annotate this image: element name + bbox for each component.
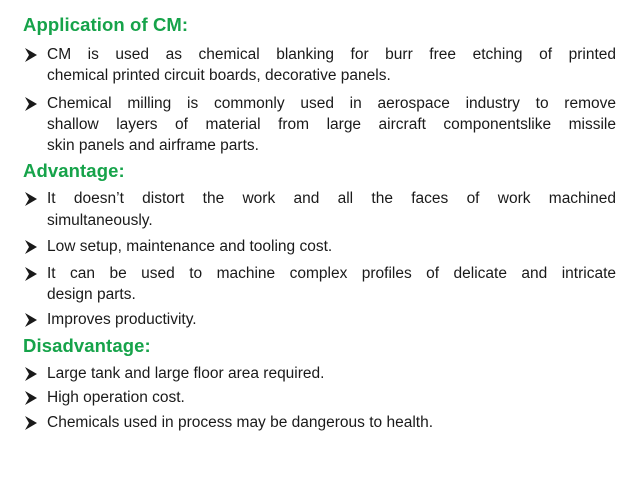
arrowhead-bullet-icon [24,364,38,384]
bullet-line: simultaneously. [47,212,153,229]
bullet-line: It can be used to machine complex profiles of delicate and intricate [47,265,616,282]
bullet-line: shallow layers of material from large aircraft componentslike missile [47,116,616,133]
bullet-line: chemical printed circuit boards, decorative panels. [47,67,391,84]
arrowhead-bullet-icon [24,45,38,65]
section-heading-application: Application of CM: [23,14,189,35]
arrowhead-bullet-icon [24,189,38,209]
arrowhead-bullet-icon [24,388,38,408]
bullet-line: Low setup, maintenance and tooling cost. [47,238,333,255]
bullet-line: design parts. [47,286,136,303]
bullet-line: Chemical milling is commonly used in aerospace industry to remove [47,95,616,112]
bullet-line: High operation cost. [47,389,185,406]
bullet-line: Improves productivity. [47,311,197,328]
arrowhead-bullet-icon [24,413,38,433]
arrowhead-bullet-icon [24,237,38,257]
bullet-line: It doesn’t distort the work and all the faces of work machined [47,190,616,207]
arrowhead-bullet-icon [24,94,38,114]
bullet-line: CM is used as chemical blanking for burr free etching of printed [47,46,616,63]
arrowhead-bullet-icon [24,310,38,330]
bullet-line: Chemicals used in process may be dangerous to health. [47,414,433,431]
arrowhead-bullet-icon [24,264,38,284]
bullet-line: skin panels and airframe parts. [47,137,259,154]
section-heading-advantage: Advantage: [23,160,125,181]
section-heading-disadvantage: Disadvantage: [23,335,151,356]
bullet-line: Large tank and large floor area required. [47,365,325,382]
